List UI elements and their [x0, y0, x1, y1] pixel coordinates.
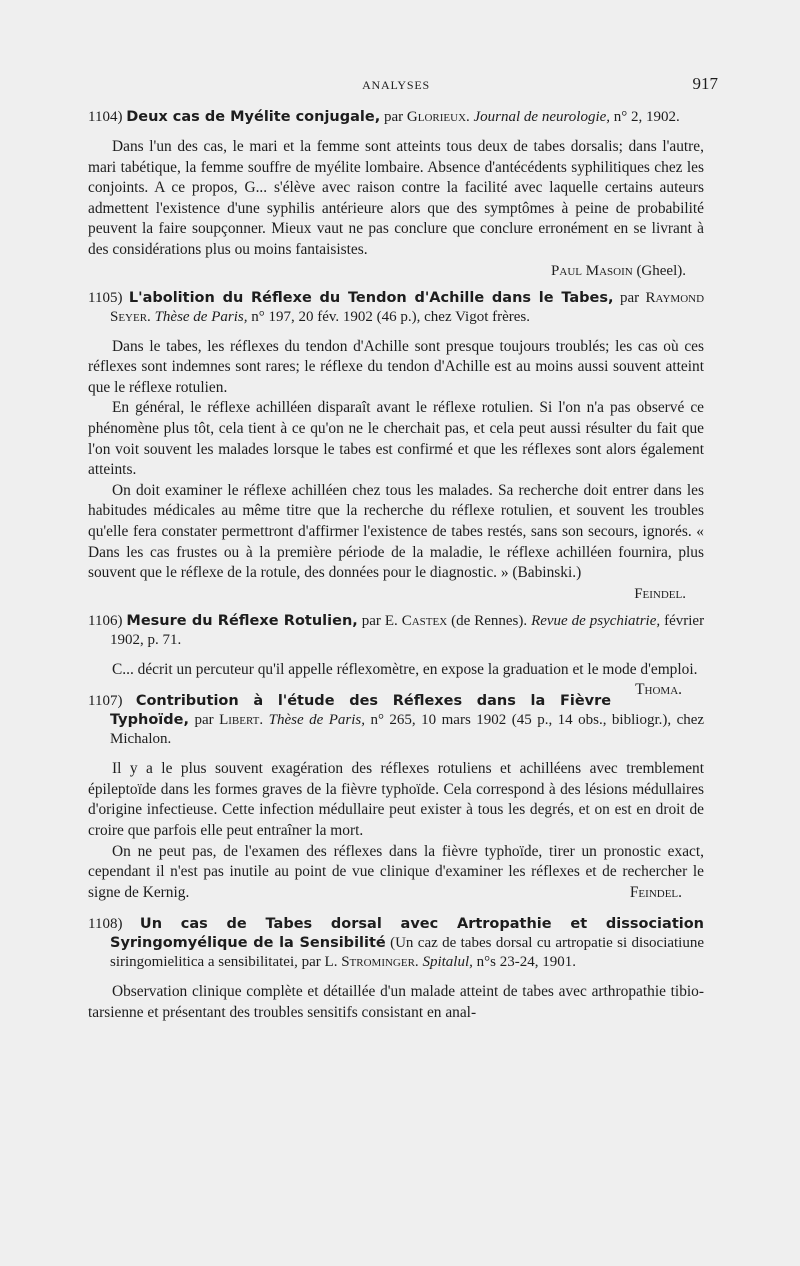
- paragraph: [88, 842, 704, 904]
- entry-details: février 1902, p. 71.: [110, 612, 705, 648]
- page-number: 917: [692, 74, 718, 93]
- entry-author: Strominger.: [341, 954, 419, 971]
- entry-source: Thèse de Paris,: [154, 308, 248, 325]
- entry-heading: 1104) Deux cas de Myélite conjugale, par Glorieux. Journal de neurologie, n° 2, 1902.: [88, 109, 680, 125]
- entry-heading: [88, 612, 704, 650]
- paragraph: Il y a le plus souvent exagération des réflexes rotuliens et achilléens avec tremblement épileptoïde dans les formes graves de la fièvre typhoïde. Cela correspond à des lésions médullaires d'origine infectieuse. Cette infection médullaire peut exister à tous les degrés, et on est en droit de croire que parfois elle peut entraîner la mort.: [88, 760, 704, 840]
- byline-prefix: par L.: [301, 954, 338, 971]
- entry-author: Glorieux: [406, 109, 467, 125]
- signature: [88, 261, 704, 281]
- entry-heading: [88, 289, 704, 327]
- entry-number: 1108): [88, 916, 123, 933]
- entry-number: 1104): [88, 109, 123, 125]
- paragraph-text: C... décrit un percuteur qu'il appelle réflexomètre, en expose la graduation et le mode d'emploi.: [112, 660, 698, 678]
- byline-prefix: par E.: [361, 612, 398, 629]
- spacer: [88, 903, 704, 909]
- signature-name: Feindel.: [634, 585, 686, 602]
- entry-title: Contribution à l'étude des Réflexes dans la Fièvre Typhoïde,: [110, 693, 612, 729]
- entry-details: n° 197, 20 fév. 1902 (46 p.), chez Vigot frères.: [251, 308, 531, 325]
- entry-source: Thèse de Paris,: [268, 712, 365, 729]
- byline-prefix: par: [384, 109, 404, 125]
- entry-author: Libert.: [219, 712, 264, 729]
- paragraph: En général, le réflexe achilléen disparaît avant le réflexe rotulien. Si l'on n'a pas observé ce phénomène plus tôt, cela tient à ce qu'on ne le cherchait pas, et cela peut aussi résulter du fait que l'on voit souvent les malades lorsque le tabes est confirmé et que les réflexes sont alors également atteints.: [88, 399, 704, 479]
- paragraph: On doit examiner le réflexe achilléen chez tous les malades. Sa recherche doit entrer dans les habitudes médicales au même titre que la recherche du réflexe rotulien, et souvent les troubles qu'elle fera constater permettront d'affirmer l'existence de tabes restés, sans son secours, ignorés. « Dans les cas frustes ou à la première période de la maladie, le réflexe achilléen fournira, plus souvent que le réflexe de la rotule, des données pour le diagnostic. » (Babinski.): [88, 481, 704, 582]
- entry-title: Un cas de Tabes dorsal avec Artropathie et dissociation Syringomyélique de la Sensibilité: [110, 916, 705, 952]
- paragraph-text: On ne peut pas, de l'examen des réflexes dans la fièvre typhoïde, tirer un pronostic exact, cependant il n'est pas inutile au point de vue clinique d'examiner les réflexes et de rechercher le signe de Kernig.: [88, 842, 704, 901]
- signature-name: Feindel.: [629, 883, 682, 901]
- entry-title: Mesure du Réflexe Rotulien,: [126, 612, 358, 629]
- running-head: [88, 72, 718, 102]
- entry-details: n°s 23-24, 1901.: [476, 954, 576, 971]
- signature-name: Paul Masoin: [551, 262, 633, 279]
- entry-heading: [88, 915, 704, 972]
- entry-author: Raymond Seyer.: [110, 289, 705, 325]
- entry-number: 1106): [88, 612, 123, 629]
- paragraph: [88, 660, 704, 699]
- entry-number: 1107): [88, 693, 123, 710]
- running-title: ANALYSES: [362, 78, 430, 92]
- entry-title: L'abolition du Réflexe du Tendon d'Achille dans le Tabes,: [128, 289, 614, 306]
- signature: [88, 584, 704, 604]
- paragraph: Observation clinique complète et détaillée d'un malade atteint de tabes avec arthropathie tibio-tarsienne et présentant des troubles sensitifs consistant en anal-: [88, 983, 704, 1022]
- entry-details: n° 265, 10 mars 1902 (45 p., 14 obs., bibliogr.), chez Michalon.: [110, 712, 705, 748]
- entry-title: Deux cas de Myélite conjugale,: [126, 109, 381, 125]
- entry-author: Castex: [401, 612, 448, 629]
- signature-name: Thoma.: [635, 681, 682, 699]
- entry-translation: (Un caz de tabes dorsal cu artropatie si disociatiune siringomielitica a sensibilitatei,: [110, 935, 705, 971]
- entry-source: Revue de psychiatrie,: [531, 612, 661, 629]
- byline-prefix: par: [194, 712, 214, 729]
- byline-prefix: par: [619, 289, 640, 306]
- paragraph: Dans l'un des cas, le mari et la femme sont atteints tous deux de tabes dorsalis; dans l'autre, mari tabétique, la femme souffre de myélite lombaire. Absence d'antécédents syphilitiques chez les conjoints. A ce propos, G... s'élève avec raison contre la facilité avec laquelle certains auteurs admettent l'existence d'une syphilis antérieure alors que des symptômes à peine de probabilité peuvent la faire soupçonner. Mieux vaut ne pas conclure que conclure erronément en se livrant à des considérations plus ou moins fantaisistes.: [88, 138, 704, 258]
- entry-source: Spitalul,: [422, 954, 473, 971]
- entry-number: 1105): [88, 289, 123, 306]
- entry-source: Journal de neurologie,: [473, 109, 611, 125]
- entry-details: n° 2, 1902.: [613, 109, 680, 125]
- author-suffix: (de Rennes).: [451, 612, 528, 629]
- paragraph: Dans le tabes, les réflexes du tendon d'Achille sont presque toujours troublés; les cas où ces réflexes sont indemnes sont rares; le réflexe du tendon d'Achille est au moins aussi souvent atteint que le réflexe rotulien.: [88, 337, 704, 396]
- signature-place: (Gheel).: [636, 262, 686, 279]
